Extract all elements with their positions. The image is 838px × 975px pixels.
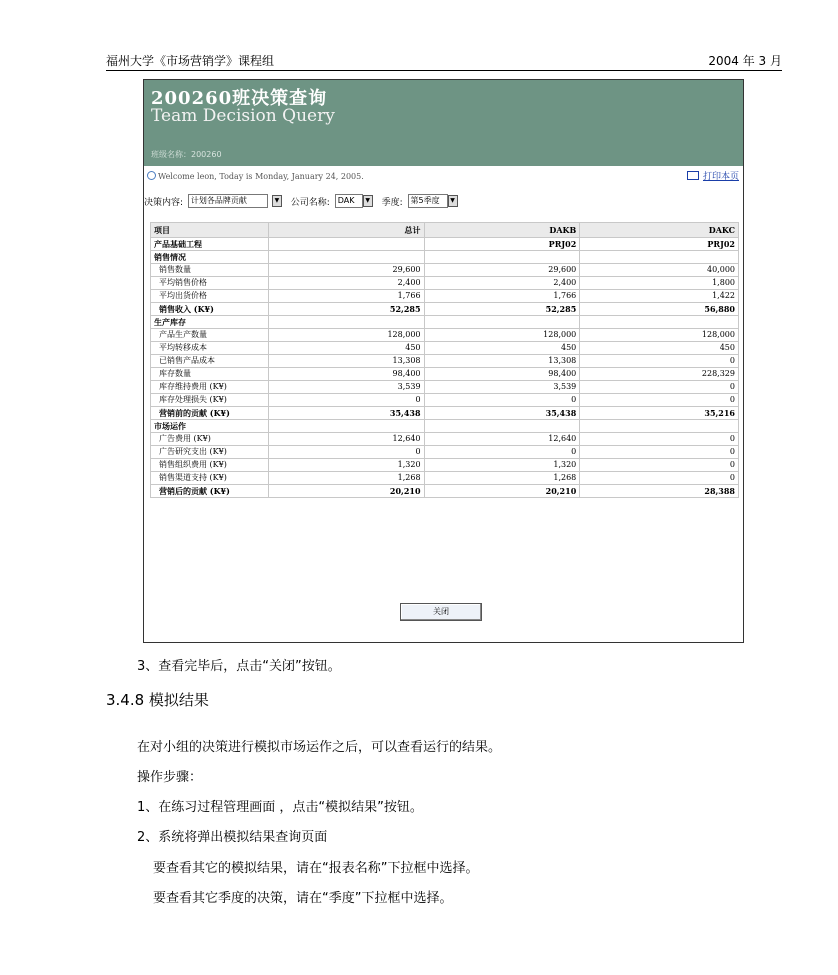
value-cell: 0 (424, 446, 580, 459)
row-label: 平均转移成本 (151, 342, 269, 355)
value-cell: 13,308 (268, 355, 424, 368)
row-label: 销售数量 (151, 264, 269, 277)
company-label: 公司名称: (290, 197, 330, 208)
row-label: 营销后的贡献 (K¥) (151, 485, 269, 498)
value-cell: 3,539 (424, 381, 580, 394)
value-cell: 228,329 (580, 368, 739, 381)
paragraph: 在对小组的决策进行模拟市场运作之后，可以查看运行的结果。 (137, 740, 502, 755)
row-label: 已销售产品成本 (151, 355, 269, 368)
page-header (106, 52, 782, 71)
value-cell: 2,400 (424, 277, 580, 290)
header-cell: 项目 (151, 223, 269, 238)
row-label: 销售组织费用 (K¥) (151, 459, 269, 472)
table-row (151, 303, 739, 316)
value-cell: 1,766 (424, 290, 580, 303)
row-label: 广告研究支出 (K¥) (151, 446, 269, 459)
value-cell: 0 (580, 459, 739, 472)
value-cell: 0 (268, 446, 424, 459)
value-cell: 35,216 (580, 407, 739, 420)
value-cell: 2,400 (268, 277, 424, 290)
value-cell (268, 420, 424, 433)
value-cell: 1,422 (580, 290, 739, 303)
value-cell: 40,000 (580, 264, 739, 277)
decision-table (150, 222, 739, 498)
value-cell: 128,000 (580, 329, 739, 342)
value-cell: 1,800 (580, 277, 739, 290)
table-row (151, 355, 739, 368)
value-cell: 0 (424, 394, 580, 407)
value-cell: 12,640 (424, 433, 580, 446)
table-row (151, 446, 739, 459)
banner-title-cn: 200260班决策查询 (151, 88, 328, 109)
row-label: 营销前的贡献 (K¥) (151, 407, 269, 420)
row-label: 销售收入 (K¥) (151, 303, 269, 316)
chevron-down-icon[interactable]: ▼ (272, 195, 282, 207)
value-cell: 0 (268, 394, 424, 407)
banner (144, 80, 743, 166)
paragraph: 要查看其它季度的决策，请在“季度”下拉框中选择。 (153, 891, 453, 906)
value-cell: 450 (580, 342, 739, 355)
print-label: 打印本页 (702, 172, 739, 182)
value-cell: 20,210 (268, 485, 424, 498)
table-row (151, 485, 739, 498)
paragraph: 操作步骤： (137, 770, 203, 785)
value-cell (424, 251, 580, 264)
value-cell: 52,285 (424, 303, 580, 316)
content-label: 决策内容: (144, 197, 184, 208)
value-cell: 1,268 (268, 472, 424, 485)
table-row (151, 290, 739, 303)
row-label: 平均销售价格 (151, 277, 269, 290)
header-cell: 总计 (268, 223, 424, 238)
row-label: 库存处理损失 (K¥) (151, 394, 269, 407)
value-cell (268, 251, 424, 264)
value-cell: 13,308 (424, 355, 580, 368)
value-cell: PRJ02 (580, 238, 739, 251)
chevron-down-icon[interactable]: ▼ (363, 195, 373, 207)
table-row (151, 251, 739, 264)
content-select[interactable]: 计划各品牌贡献 (188, 194, 268, 208)
close-button[interactable]: 关闭 (400, 603, 482, 621)
row-label: 产品生产数量 (151, 329, 269, 342)
table-row (151, 420, 739, 433)
value-cell: 0 (580, 381, 739, 394)
value-cell: 450 (268, 342, 424, 355)
paragraph: 要查看其它的模拟结果，请在“报表名称”下拉框中选择。 (153, 861, 479, 876)
welcome-line (147, 171, 364, 181)
value-cell: 3,539 (268, 381, 424, 394)
header-course: 福州大学《市场营销学》课程组 (106, 54, 275, 68)
value-cell: 0 (580, 446, 739, 459)
table-row (151, 394, 739, 407)
info-icon (147, 171, 156, 180)
row-label: 市场运作 (151, 420, 269, 433)
row-label: 销售情况 (151, 251, 269, 264)
value-cell: 35,438 (424, 407, 580, 420)
value-cell (268, 238, 424, 251)
table-row (151, 316, 739, 329)
row-label: 库存数量 (151, 368, 269, 381)
screenshot-frame (143, 79, 744, 643)
chevron-down-icon[interactable]: ▼ (448, 195, 458, 207)
value-cell: 12,640 (268, 433, 424, 446)
header-cell: DAKB (424, 223, 580, 238)
class-name-label: 班级名称：200260 (151, 150, 222, 159)
filter-bar (144, 194, 464, 208)
table-row (151, 407, 739, 420)
printer-icon (687, 171, 699, 180)
value-cell: 35,438 (268, 407, 424, 420)
value-cell: 20,210 (424, 485, 580, 498)
paragraph: 1、在练习过程管理画面 ，点击“模拟结果”按钮。 (137, 800, 423, 815)
value-cell: 450 (424, 342, 580, 355)
row-label: 销售渠道支持 (K¥) (151, 472, 269, 485)
table-row (151, 238, 739, 251)
paragraph: 2、系统将弹出模拟结果查询页面 (137, 830, 328, 845)
row-label: 广告费用 (K¥) (151, 433, 269, 446)
value-cell: 28,388 (580, 485, 739, 498)
value-cell (268, 316, 424, 329)
season-select[interactable]: 第5季度 (408, 194, 448, 208)
step3-text: 3、查看完毕后，点击“关闭”按钮。 (137, 659, 341, 674)
row-label: 产品基础工程 (151, 238, 269, 251)
value-cell (424, 420, 580, 433)
welcome-text: Welcome leon, Today is Monday, January 24, 2005. (158, 172, 364, 181)
value-cell: 1,766 (268, 290, 424, 303)
print-link[interactable] (687, 169, 739, 182)
table-row (151, 381, 739, 394)
value-cell: 0 (580, 355, 739, 368)
value-cell (580, 316, 739, 329)
value-cell: PRJ02 (424, 238, 580, 251)
value-cell: 1,320 (268, 459, 424, 472)
value-cell: 52,285 (268, 303, 424, 316)
section-title: 3.4.8 模拟结果 (106, 691, 209, 709)
row-label: 生产库存 (151, 316, 269, 329)
value-cell: 0 (580, 433, 739, 446)
value-cell: 128,000 (424, 329, 580, 342)
table-row (151, 264, 739, 277)
value-cell: 0 (580, 472, 739, 485)
value-cell: 1,268 (424, 472, 580, 485)
season-label: 季度: (381, 197, 403, 208)
table-header-row (151, 223, 739, 238)
value-cell: 0 (580, 394, 739, 407)
banner-title-en: Team Decision Query (151, 106, 335, 126)
value-cell: 128,000 (268, 329, 424, 342)
value-cell (424, 316, 580, 329)
company-select[interactable]: DAK (335, 194, 363, 208)
table-row (151, 342, 739, 355)
value-cell: 29,600 (424, 264, 580, 277)
header-cell: DAKC (580, 223, 739, 238)
table-row (151, 459, 739, 472)
row-label: 库存维持费用 (K¥) (151, 381, 269, 394)
value-cell (580, 251, 739, 264)
value-cell: 1,320 (424, 459, 580, 472)
value-cell: 98,400 (424, 368, 580, 381)
value-cell: 29,600 (268, 264, 424, 277)
table-row (151, 368, 739, 381)
header-date: 2004 年 3 月 (708, 54, 782, 68)
row-label: 平均出货价格 (151, 290, 269, 303)
table-row (151, 329, 739, 342)
value-cell: 56,880 (580, 303, 739, 316)
table-row (151, 433, 739, 446)
table-row (151, 472, 739, 485)
decision-table-body (151, 223, 739, 498)
value-cell: 98,400 (268, 368, 424, 381)
value-cell (580, 420, 739, 433)
table-row (151, 277, 739, 290)
